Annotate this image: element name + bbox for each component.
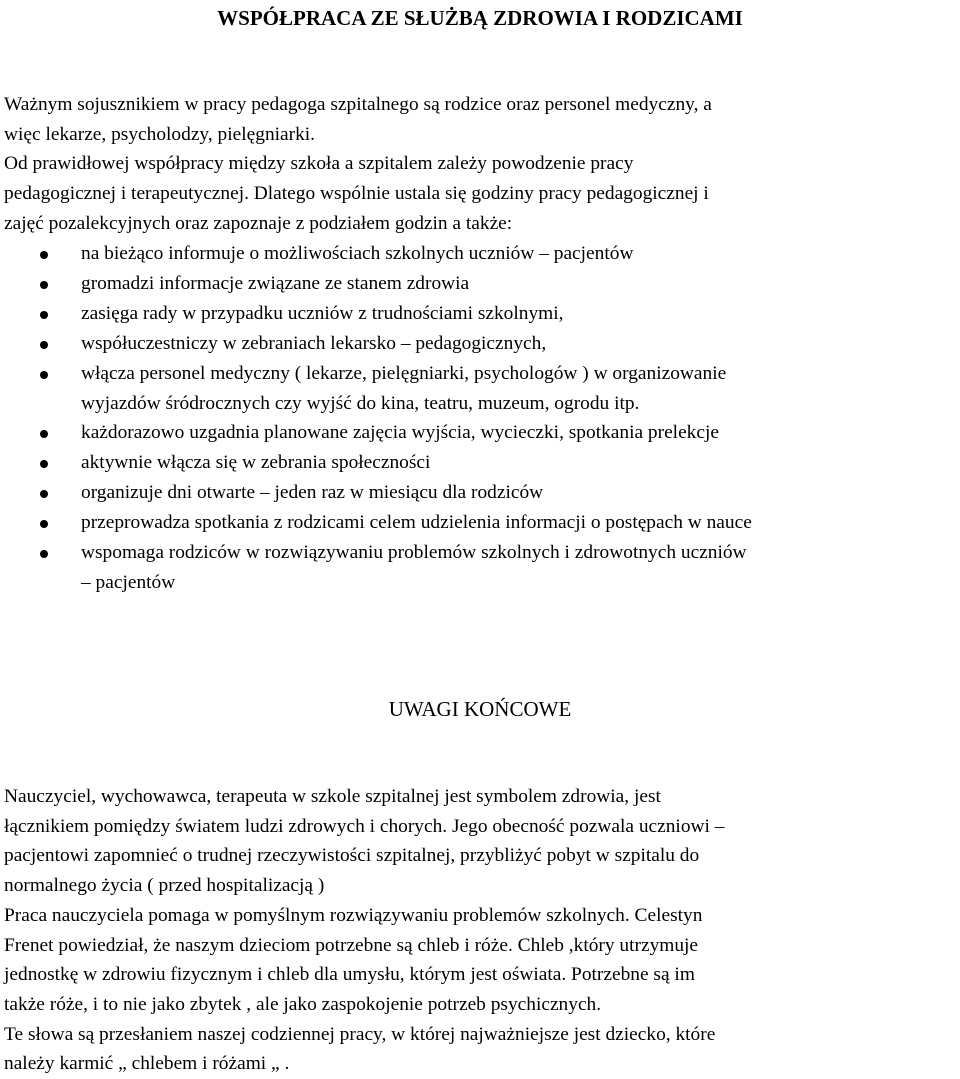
list-item-text: współuczestniczy w zebraniach lekarsko – pedagogicznych, xyxy=(81,332,547,354)
bullet-dot-icon xyxy=(40,371,48,379)
list-item-text: wyjazdów śródrocznych czy wyjść do kina, teatru, muzeum, ogrodu itp. xyxy=(81,392,640,414)
closing-paragraph xyxy=(4,782,956,1079)
document-title: WSPÓŁPRACA ZE SŁUŻBĄ ZDROWIA I RODZICAMI xyxy=(217,6,743,30)
list-item xyxy=(4,508,956,538)
bullet-dot-icon xyxy=(40,341,48,349)
list-item xyxy=(4,299,956,329)
closing-line: Te słowa są przesłaniem naszej codziennej pracy, w której najważniejsze jest dziecko, które xyxy=(4,1023,716,1045)
list-item-text: organizuje dni otwarte – jeden raz w miesiącu dla rodziców xyxy=(81,482,544,504)
closing-line: Nauczyciel, wychowawca, terapeuta w szkole szpitalnej jest symbolem zdrowia, jest xyxy=(4,786,661,807)
closing-line: Praca nauczyciela pomaga w pomyślnym rozwiązywaniu problemów szkolnych. Celestyn xyxy=(4,904,703,926)
intro-line: więc lekarze, psycholodzy, pielęgniarki. xyxy=(4,123,316,145)
list-item-text: – pacjentów xyxy=(81,571,176,593)
closing-line: Frenet powiedział, że naszym dzieciom potrzebne są chleb i róże. Chleb ,który utrzymuje xyxy=(4,934,699,956)
bullet-dot-icon xyxy=(40,460,48,468)
list-item-text: wspomaga rodziców w rozwiązywaniu problemów szkolnych i zdrowotnych uczniów xyxy=(81,542,747,564)
bullet-dot-icon xyxy=(40,430,48,438)
intro-line: zajęć pozalekcyjnych oraz zapoznaje z podziałem godzin a także: xyxy=(4,212,513,234)
bullet-dot-icon xyxy=(40,311,48,319)
bullet-dot-icon xyxy=(40,520,48,528)
intro-line: Ważnym sojusznikiem w pracy pedagoga szpitalnego są rodzice oraz personel medyczny, a xyxy=(4,94,712,115)
bullet-dot-icon xyxy=(40,251,48,259)
list-item xyxy=(4,269,956,299)
list-item xyxy=(4,418,956,448)
section-title: UWAGI KOŃCOWE xyxy=(388,697,572,721)
closing-line: normalnego życia ( przed hospitalizacją ) xyxy=(4,875,325,897)
list-item xyxy=(4,478,956,508)
closing-line: należy karmić „ chlebem i różami „ . xyxy=(4,1053,290,1075)
closing-line: pacjentowi zapomnieć o trudnej rzeczywistości szpitalnej, przybliżyć pobyt w szpitalu do xyxy=(4,845,700,867)
list-item-text: gromadzi informacje związane ze stanem zdrowia xyxy=(81,272,470,294)
list-item-text: na bieżąco informuje o możliwościach szkolnych uczniów – pacjentów xyxy=(81,243,634,264)
bullet-dot-icon xyxy=(40,281,48,289)
list-item xyxy=(4,359,956,419)
list-item-text: aktywnie włącza się w zebrania społeczności xyxy=(81,452,431,474)
closing-line: także róże, i to nie jako zbytek , ale jako zaspokojenie potrzeb psychicznych. xyxy=(4,993,602,1015)
bullet-dot-icon xyxy=(40,490,48,498)
closing-line: łącznikiem pomiędzy światem ludzi zdrowych i chorych. Jego obecność pozwala uczniowi – xyxy=(4,815,725,837)
list-item xyxy=(4,239,956,269)
list-item-text: przeprowadza spotkania z rodzicami celem udzielenia informacji o postępach w nauce xyxy=(81,512,752,534)
intro-paragraph xyxy=(4,90,956,239)
list-item xyxy=(4,448,956,478)
closing-line: jednostkę w zdrowiu fizycznym i chleb dla umysłu, którym jest oświata. Potrzebne są im xyxy=(4,964,695,986)
list-item xyxy=(4,538,956,598)
list-item-text: włącza personel medyczny ( lekarze, pielęgniarki, psychologów ) w organizowanie xyxy=(81,362,727,384)
list-item-text: zasięga rady w przypadku uczniów z trudnościami szkolnymi, xyxy=(81,302,564,324)
list-item-text: każdorazowo uzgadnia planowane zajęcia wyjścia, wycieczki, spotkania prelekcje xyxy=(81,422,719,444)
intro-line: Od prawidłowej współpracy między szkoła a szpitalem zależy powodzenie pracy xyxy=(4,153,634,175)
activities-list xyxy=(4,239,956,598)
list-item xyxy=(4,329,956,359)
bullet-dot-icon xyxy=(40,550,48,558)
intro-line: pedagogicznej i terapeutycznej. Dlatego wspólnie ustala się godziny pracy pedagogicznej i xyxy=(4,183,709,205)
